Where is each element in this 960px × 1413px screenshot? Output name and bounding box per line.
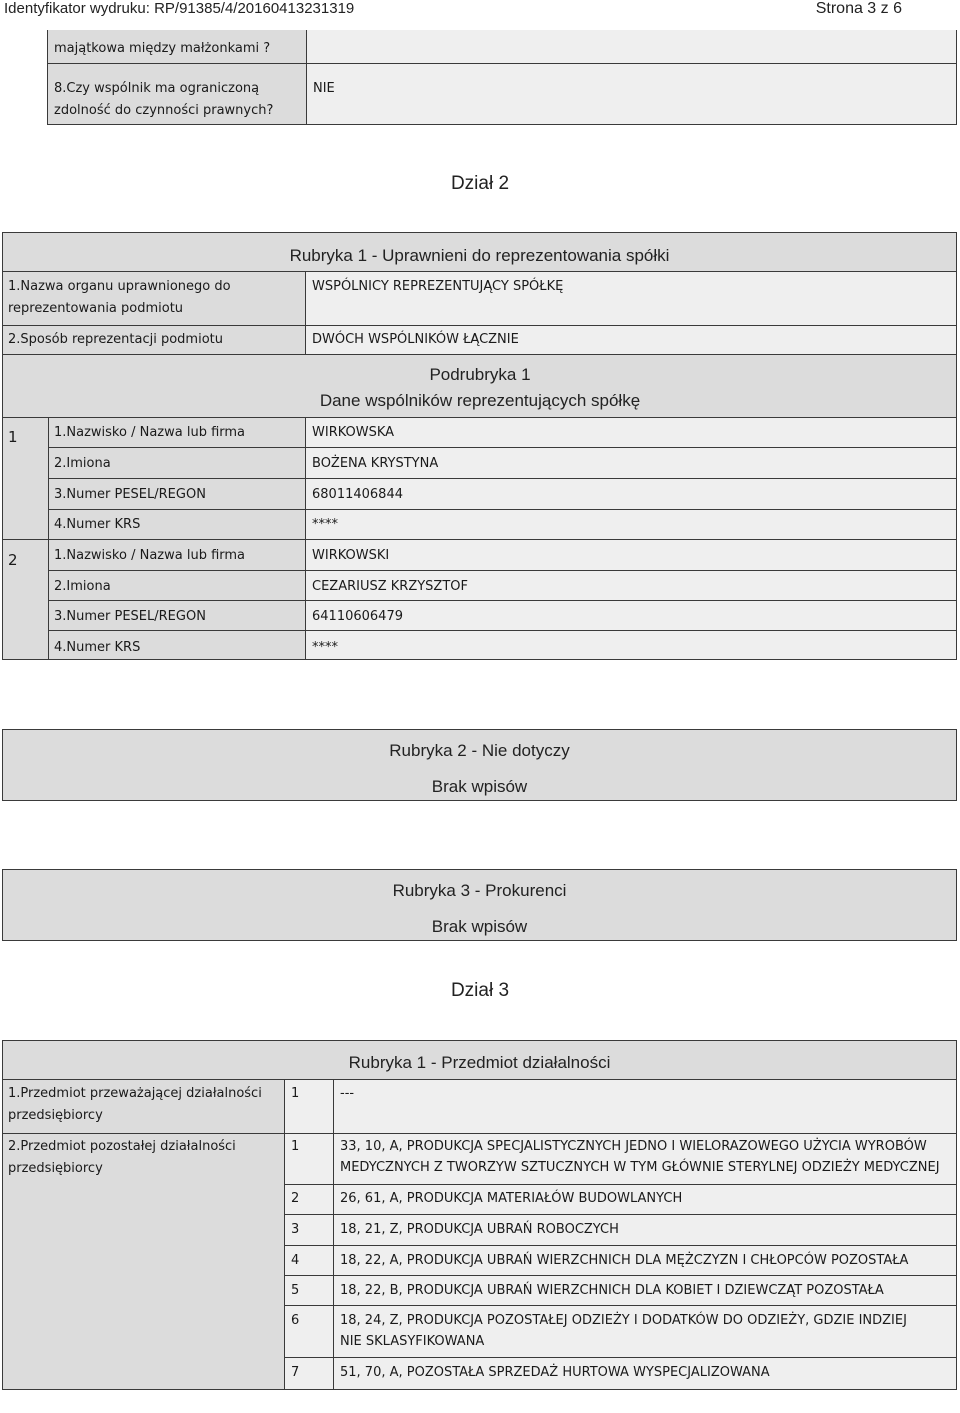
person-names: CEZARIUSZ KRZYSZTOF (312, 579, 468, 594)
rubryka3-empty: Brak wpisów (431, 917, 528, 936)
activity-text-line2: MEDYCZNYCH Z TWORZYW SZTUCZNYCH W TYM GŁÓWNIE STERYLNEJ ODZIEŻY MEDYCZNEJ (340, 1160, 940, 1175)
person-krs-label: 4.Numer KRS (54, 640, 141, 655)
person-surname: WIRKOWSKA (312, 425, 395, 440)
activity-num: 6 (291, 1313, 300, 1328)
activity-num: 1 (291, 1139, 300, 1154)
activity-text-line1: 51, 70, A, POZOSTAŁA SPRZEDAŻ HURTOWA WYSPECJALIZOWANA (340, 1365, 770, 1380)
field1-value: WSPÓLNICY REPREZENTUJĄCY SPÓŁKĘ (312, 279, 564, 294)
podrubryka-title: Podrubryka 1 (429, 365, 531, 384)
d3-rubryka1-title: Rubryka 1 - Przedmiot działalności (348, 1053, 611, 1072)
person-names-label: 2.Imiona (54, 579, 111, 594)
person-pesel-label: 3.Numer PESEL/REGON (54, 487, 206, 502)
other-activity-label-line2: przedsiębiorcy (8, 1161, 103, 1176)
dzial2-title: Dział 2 (450, 173, 510, 194)
dzial3-title: Dział 3 (450, 980, 510, 1001)
person-field-value-cell (305, 630, 957, 660)
person-krs: **** (312, 517, 338, 532)
person-number: 1 (8, 428, 18, 446)
activity-text-line1: 18, 22, A, PRODUKCJA UBRAŃ WIERZCHNICH DLA MĘŻCZYZN I CHŁOPCÓW POZOSTAŁA (340, 1253, 909, 1268)
person-surname-label: 1.Nazwisko / Nazwa lub firma (54, 425, 246, 440)
person-field-value-cell (305, 509, 957, 540)
rubryka1-title: Rubryka 1 - Uprawnieni do reprezentowania spółki (289, 246, 670, 265)
person-names: BOŻENA KRYSTYNA (312, 456, 439, 471)
main-activity-label-line1: 1.Przedmiot przeważającej działalności (8, 1086, 262, 1101)
row8-label-line2: zdolność do czynności prawnych? (54, 103, 274, 118)
person-number: 2 (8, 551, 18, 569)
activity-text-line1: 33, 10, A, PRODUKCJA SPECJALISTYCZNYCH JEDNO I WIELORAZOWEGO UŻYCIA WYROBÓW (340, 1139, 927, 1154)
podrubryka-subtitle: Dane wspólników reprezentujących spółkę (319, 391, 641, 410)
activity-num: 7 (291, 1365, 300, 1380)
field1-label-line2: reprezentowania podmiotu (8, 301, 184, 316)
prev-row-value-cell (306, 30, 957, 64)
person-pesel: 64110606479 (312, 609, 403, 624)
person-pesel: 68011406844 (312, 487, 403, 502)
row8-value: NIE (313, 81, 335, 96)
activity-text-line1: 18, 24, Z, PRODUKCJA POZOSTAŁEJ ODZIEŻY I DODATKÓW DO ODZIEŻY, GDZIE INDZIEJ (340, 1313, 907, 1328)
prev-row-label: majątkowa między małżonkami ? (54, 41, 271, 56)
person-field-value-cell (305, 539, 957, 571)
person-field-value-cell (305, 417, 957, 448)
main-activity-value-cell (333, 1079, 957, 1134)
rubryka3-title: Rubryka 3 - Prokurenci (392, 881, 567, 900)
rubryka2-empty: Brak wpisów (431, 777, 528, 796)
person-names-label: 2.Imiona (54, 456, 111, 471)
field2-label: 2.Sposób reprezentacji podmiotu (8, 332, 223, 347)
activity-text-line2: NIE SKLASYFIKOWANA (340, 1334, 485, 1349)
field2-value: DWÓCH WSPÓLNIKÓW ŁĄCZNIE (312, 332, 519, 347)
activity-num: 5 (291, 1283, 300, 1298)
print-identifier: Identyfikator wydruku: RP/91385/4/20160413231319 (4, 0, 355, 17)
activity-text-line1: 26, 61, A, PRODUKCJA MATERIAŁÓW BUDOWLANYCH (340, 1191, 683, 1206)
row8-label-line1: 8.Czy wspólnik ma ograniczoną (54, 81, 260, 96)
activity-text-line1: 18, 21, Z, PRODUKCJA UBRAŃ ROBOCZYCH (340, 1222, 619, 1237)
activity-num: 3 (291, 1222, 300, 1237)
row8-value-cell (306, 63, 957, 125)
person-surname-label: 1.Nazwisko / Nazwa lub firma (54, 548, 246, 563)
main-activity-num: 1 (291, 1086, 300, 1101)
main-activity-value: --- (340, 1086, 355, 1101)
activity-text-line1: 18, 22, B, PRODUKCJA UBRAŃ WIERZCHNICH DLA KOBIET I DZIEWCZĄT POZOSTAŁA (340, 1283, 884, 1298)
activity-num: 4 (291, 1253, 300, 1268)
main-activity-label-line2: przedsiębiorcy (8, 1108, 103, 1123)
person-pesel-label: 3.Numer PESEL/REGON (54, 609, 206, 624)
rubryka2-title: Rubryka 2 - Nie dotyczy (389, 741, 570, 760)
person-krs: **** (312, 640, 338, 655)
other-activity-label-line1: 2.Przedmiot pozostałej działalności (8, 1139, 236, 1154)
person-krs-label: 4.Numer KRS (54, 517, 141, 532)
person-surname: WIRKOWSKI (312, 548, 390, 563)
page-number: Strona 3 z 6 (815, 0, 902, 17)
field1-label-line1: 1.Nazwa organu uprawnionego do (8, 279, 231, 294)
activity-num: 2 (291, 1191, 300, 1206)
